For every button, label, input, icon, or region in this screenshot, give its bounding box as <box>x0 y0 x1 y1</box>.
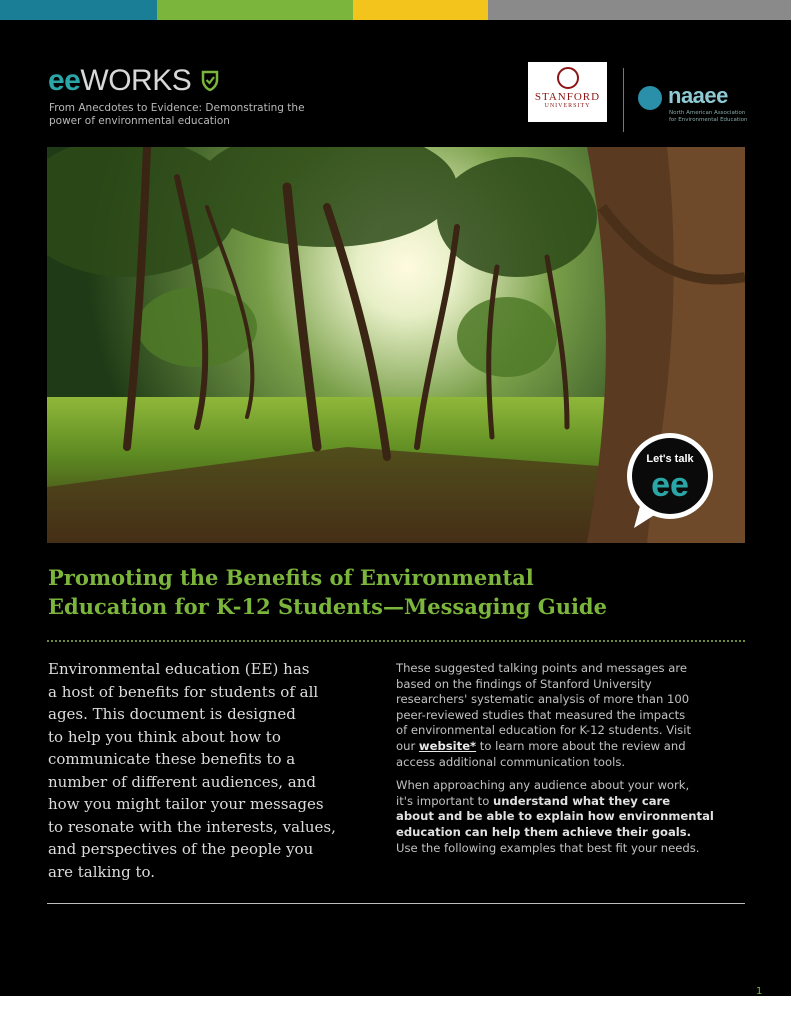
color-bar-teal <box>0 0 157 20</box>
p1-line4: peer-reviewed studies that measured the impacts <box>396 707 686 722</box>
lead-line: a host of benefits for students of all <box>48 682 319 701</box>
naaee-sub-line1: North American Association <box>669 110 746 116</box>
page-number: 1 <box>756 986 763 997</box>
p1-line5: of environmental education for K-12 students. Visit <box>396 723 691 738</box>
intro-paragraph-2 <box>396 778 746 856</box>
p2-line3 <box>396 809 746 825</box>
right-column <box>396 661 746 864</box>
p1-line6-start: our <box>396 738 419 753</box>
stanford-name: STANFORD <box>534 91 601 103</box>
stanford-seal-icon <box>557 67 579 89</box>
p1-line1: These suggested talking points and messages are <box>396 661 687 675</box>
p2-line3-bold: about and be able to explain how environmental <box>396 809 714 824</box>
p2-line1: When approaching any audience about your work, <box>396 778 690 793</box>
shield-check-icon <box>201 70 219 92</box>
naaee-wordmark: naaee <box>668 83 728 108</box>
bubble-line1: Let's talk <box>646 453 694 465</box>
page-title <box>48 563 748 621</box>
p2-line2-bold: understand what they care <box>492 793 671 808</box>
website-link[interactable]: website* <box>418 738 477 753</box>
p2-line2-start: it's important to <box>396 793 493 808</box>
stanford-sub: UNIVERSITY <box>544 103 591 109</box>
title-line1: Promoting the Benefits of Environmental <box>48 565 534 590</box>
p1-line7: access additional communication tools. <box>396 754 626 769</box>
lead-line: number of different audiences, and <box>48 772 317 791</box>
naaee-sub-line2: for Environmental Education <box>669 117 748 123</box>
p1-line6 <box>396 739 746 755</box>
eeworks-logo <box>48 64 219 98</box>
p2-line5: Use the following examples that best fit your needs. <box>396 840 700 855</box>
tagline <box>49 102 329 128</box>
lead-line: Environmental education (EE) has <box>48 660 310 678</box>
intro-paragraph-1 <box>396 661 746 770</box>
dotted-divider <box>47 640 745 642</box>
bubble-line2: ee <box>651 466 689 504</box>
tagline-line2: power of environmental education <box>49 115 230 127</box>
naaee-subtitle <box>669 110 759 124</box>
title-line2: Education for K-12 Students—Messaging Guide <box>48 594 607 619</box>
p1-line3: researchers' systematic analysis of more than 100 <box>396 692 690 707</box>
p1-line6-end: to learn more about the review and <box>476 738 686 753</box>
top-color-bar <box>0 0 791 20</box>
color-bar-yellow <box>353 0 488 20</box>
lead-line: how you might tailor your messages <box>48 795 324 813</box>
section-rule <box>47 903 745 904</box>
lets-talk-ee-bubble <box>622 430 718 534</box>
p2-line4-bold: education can help them achieve their goals. <box>396 824 692 839</box>
tagline-line1: From Anecdotes to Evidence: Demonstrating the <box>49 102 305 114</box>
globe-icon <box>638 86 662 110</box>
logo-works: WORKS <box>80 64 192 97</box>
lead-line: and perspectives of the people you <box>48 840 314 858</box>
p2-line2 <box>396 794 746 810</box>
stanford-logo <box>528 62 607 122</box>
lead-line: are talking to. <box>48 862 156 881</box>
lead-line: communicate these benefits to a <box>48 750 296 768</box>
color-bar-green <box>157 0 353 20</box>
lead-paragraph <box>48 658 378 883</box>
lead-line: to resonate with the interests, values, <box>48 817 336 836</box>
lead-line: to help you think about how to <box>48 727 281 746</box>
p1-line2: based on the findings of Stanford University <box>396 676 652 691</box>
logo-divider <box>623 68 624 132</box>
p2-line4 <box>396 825 746 841</box>
color-bar-gray <box>488 0 791 20</box>
lead-line: ages. This document is designed <box>48 705 296 723</box>
footer-band <box>0 996 791 1024</box>
logo-ee: ee <box>48 64 81 97</box>
